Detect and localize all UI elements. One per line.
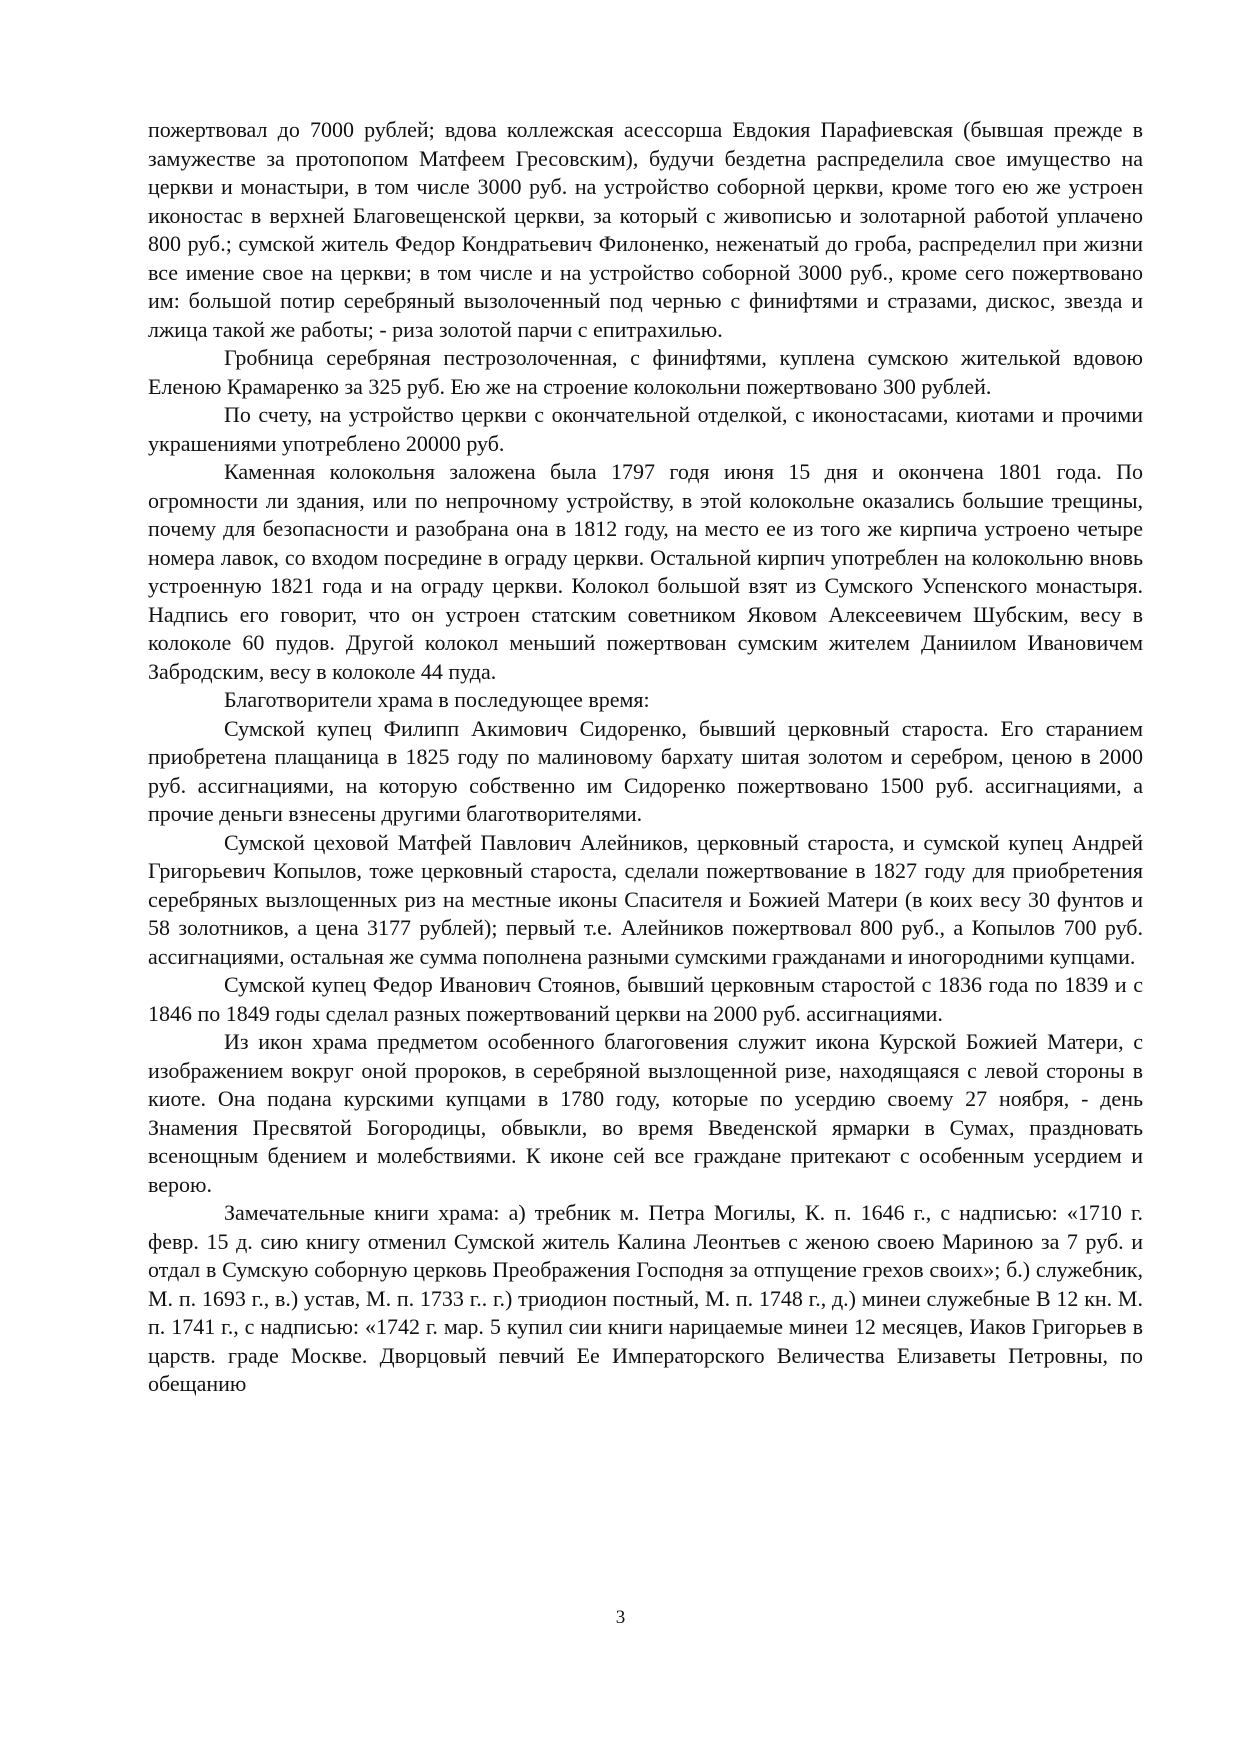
paragraph-6: Сумской купец Филипп Акимович Сидоренко, бывший церковный староста. Его старанием приобретена плащаница в 1825 году по малиновому бархату шитая золотом и серебром, ценою в 2000 руб. ассигнациями, на которую собственно им Сидоренко пожертвовано 1500 руб. ассигнациями, а прочие деньги взнесены другими благотворителями. — [148, 715, 1143, 826]
paragraph-3: По счету, на устройство церкви с окончательной отделкой, с иконостасами, киотами и прочими украшениями употреблено 20000 руб. — [148, 402, 1143, 456]
paragraph-2: Гробница серебряная пестрозолоченная, с финифтями, куплена сумскою жителькой вдовою Еленою Крамаренко за 325 руб. Ею же на строение колокольни пожертвовано 300 рублей. — [148, 345, 1143, 399]
paragraph-8: Сумской купец Федор Иванович Стоянов, бывший церковным старостой с 1836 года по 1839 и с 1846 по 1849 годы сделал разных пожертвований церкви на 2000 руб. ассигнациями. — [148, 972, 1143, 1026]
paragraph-5: Благотворители храма в последующее время: — [224, 687, 650, 712]
document-body — [148, 116, 1143, 1399]
paragraph-9: Из икон храма предметом особенного благоговения служит икона Курской Божией Матери, с изображением вокруг оной пророков, в серебряной вызлощенной ризе, находящаяся с левой стороны в киоте. Она подана курскими купцами в 1780 году, которые по усердию своему 27 ноября, - день Знамения Пресвятой Богородицы, обвыкли, во время Введенской ярмарки в Сумах, праздновать всенощным бдением и молебствиями. К иконе сей все граждане притекают с особенным усердием и верою. — [148, 1029, 1143, 1197]
paragraph-10: Замечательные книги храма: а) требник м. Петра Могилы, К. п. 1646 г., с надписью: «1710 г. февр. 15 д. сию книгу отменил Сумской житель Калина Леонтьев с женою своею Мариною за 7 руб. и отдал в Сумскую соборную церковь Преображения Господня за отпущение грехов своих»; б.) служебник, М. п. 1693 г., в.) устав, М. п. 1733 г.. г.) триодион постный, М. п. 1748 г., д.) минеи служебные В 12 кн. М. п. 1741 г., с надписью: «1742 г. мар. 5 купил сии книги нарицаемые минеи 12 месяцев, Иаков Григорьев в царств. граде Москве. Дворцовый певчий Ее Императорского Величества Елизаветы Петровны, по обещанию — [148, 1200, 1143, 1396]
page-number: 3 — [615, 1607, 626, 1628]
paragraph-4: Каменная колокольня заложена была 1797 годя июня 15 дня и окончена 1801 года. По огромности ли здания, или по непрочному устройству, в этой колокольне оказались большие трещины, почему для безопасности и разобрана она в 1812 году, на место ее из того же кирпича устроено четыре номера лавок, со входом посредине в ограду церкви. Остальной кирпич употреблен на колокольню вновь устроенную 1821 года и на ограду церкви. Колокол большой взят из Сумского Успенского монастыря. Надпись его говорит, что он устроен статским советником Яковом Алексеевичем Шубским, весу в колоколе 60 пудов. Другой колокол меньший пожертвован сумским жителем Даниилом Ивановичем Забродским, весу в колоколе 44 пуда. — [148, 459, 1143, 684]
paragraph-1: пожертвовал до 7000 рублей; вдова коллежская асессорша Евдокия Парафиевская (бывшая прежде в замужестве за протопопом Матфеем Гресовским), будучи бездетна распределила свое имущество на церкви и монастыри, в том числе 3000 руб. на устройство соборной церкви, кроме того ею же устроен иконостас в верхней Благовещенской церкви, за который с живописью и золотарной работой уплачено 800 руб.; сумской житель Федор Кондратьевич Филоненко, неженатый до гроба, распределил при жизни все имение свое на церкви; в том числе и на устройство соборной 3000 руб., кроме сего пожертвовано им: большой потир серебряный вызолоченный под чернью с финифтями и стразами, дискос, звезда и лжица такой же работы; - риза золотой парчи с епитрахилью. — [148, 117, 1143, 342]
paragraph-7: Сумской цеховой Матфей Павлович Алейников, церковный староста, и сумской купец Андрей Григорьевич Копылов, тоже церковный староста, сделали пожертвование в 1827 году для приобретения серебряных вызлощенных риз на местные иконы Спасителя и Божией Матери (в коих весу 30 фунтов и 58 золотников, а цена 3177 рублей); первый т.е. Алейников пожертвовал 800 руб., а Копылов 700 руб. ассигнациями, остальная же сумма пополнена разными сумскими гражданами и иногородними купцами. — [148, 829, 1143, 969]
